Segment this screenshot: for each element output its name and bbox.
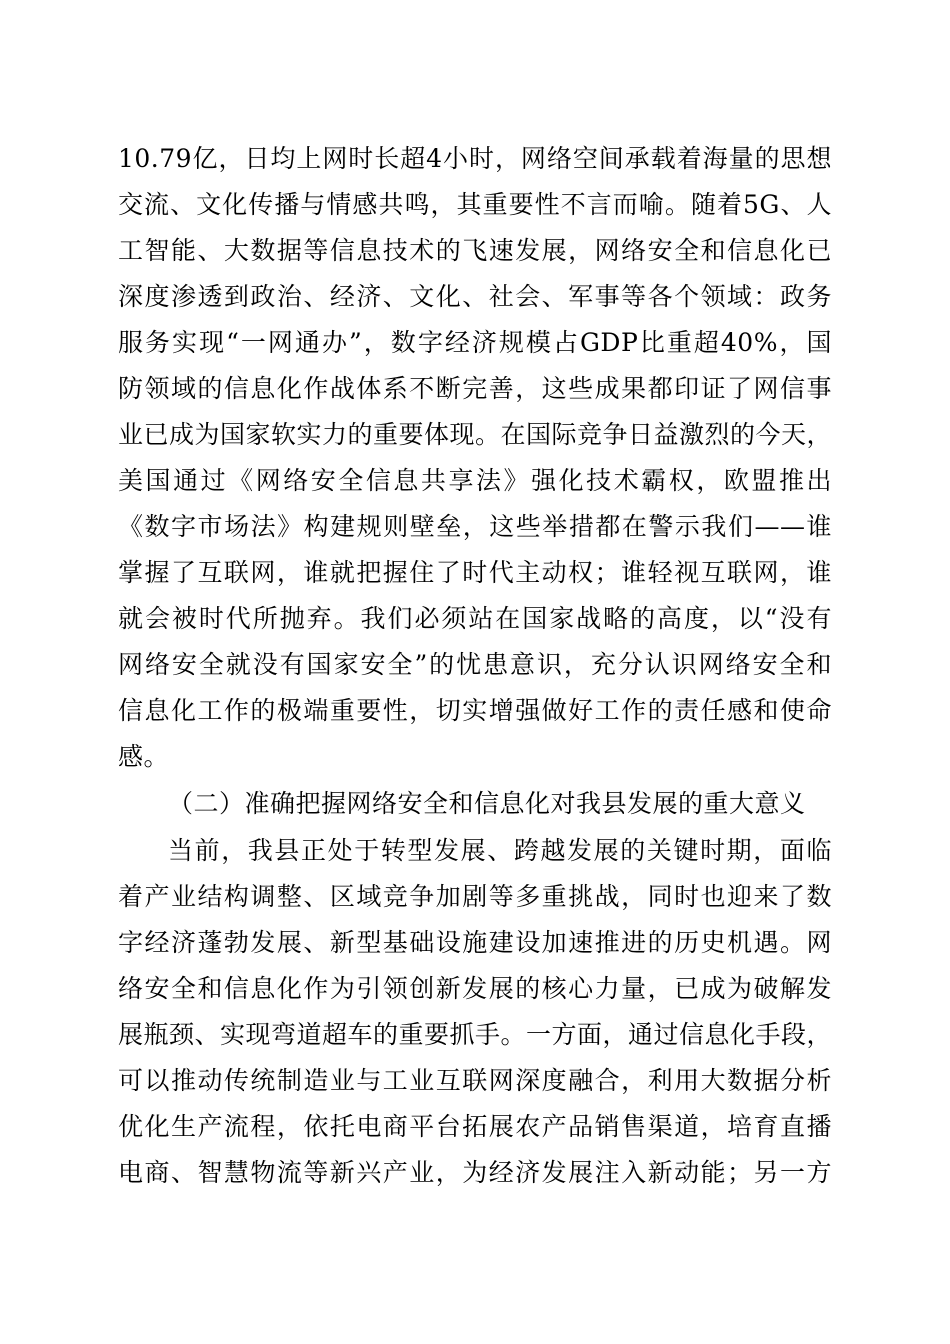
body-text-line: 字经济蓬勃发展、新型基础设施建设加速推进的历史机遇。网 bbox=[118, 928, 832, 957]
body-text-line: 美国通过《网络安全信息共享法》强化技术霸权，欧盟推出 bbox=[118, 466, 832, 495]
body-text-line: 《数字市场法》构建规则壁垒，这些举措都在警示我们——谁 bbox=[118, 512, 832, 541]
body-text-line: 可以推动传统制造业与工业互联网深度融合，利用大数据分析 bbox=[118, 1066, 832, 1095]
body-text-line: 10.79亿，日均上网时长超4小时，网络空间承载着海量的思想 bbox=[118, 144, 832, 173]
body-text-line: 电商、智慧物流等新兴产业，为经济发展注入新动能；另一方 bbox=[118, 1158, 832, 1187]
body-text-line: 就会被时代所抛弃。我们必须站在国家战略的高度，以“没有 bbox=[118, 604, 832, 633]
section-heading: （二）准确把握网络安全和信息化对我县发展的重大意义 bbox=[168, 789, 806, 818]
body-text-line: 当前，我县正处于转型发展、跨越发展的关键时期，面临 bbox=[168, 836, 832, 865]
body-text-line: 感。 bbox=[118, 742, 170, 771]
body-text-line: 优化生产流程，依托电商平台拓展农产品销售渠道，培育直播 bbox=[118, 1112, 832, 1141]
body-text-line: 深度渗透到政治、经济、文化、社会、军事等各个领域：政务 bbox=[118, 282, 832, 311]
body-text-line: 工智能、大数据等信息技术的飞速发展，网络安全和信息化已 bbox=[118, 236, 832, 265]
body-text-line: 业已成为国家软实力的重要体现。在国际竞争日益激烈的今天， bbox=[118, 420, 833, 449]
body-text-line: 交流、文化传播与情感共鸣，其重要性不言而喻。随着5G、人 bbox=[118, 190, 832, 219]
body-text-line: 着产业结构调整、区域竞争加剧等多重挑战，同时也迎来了数 bbox=[118, 882, 832, 911]
body-text-line: 掌握了互联网，谁就把握住了时代主动权；谁轻视互联网，谁 bbox=[118, 558, 832, 587]
body-text-line: 信息化工作的极端重要性，切实增强做好工作的责任感和使命 bbox=[118, 696, 832, 725]
body-text-line: 展瓶颈、实现弯道超车的重要抓手。一方面，通过信息化手段， bbox=[118, 1020, 833, 1049]
body-text-line: 服务实现“一网通办”，数字经济规模占GDP比重超40%，国 bbox=[118, 328, 832, 357]
body-text-line: 络安全和信息化作为引领创新发展的核心力量，已成为破解发 bbox=[118, 974, 832, 1003]
body-text-line: 网络安全就没有国家安全”的忧患意识，充分认识网络安全和 bbox=[118, 650, 832, 679]
body-text-line: 防领域的信息化作战体系不断完善，这些成果都印证了网信事 bbox=[118, 374, 832, 403]
